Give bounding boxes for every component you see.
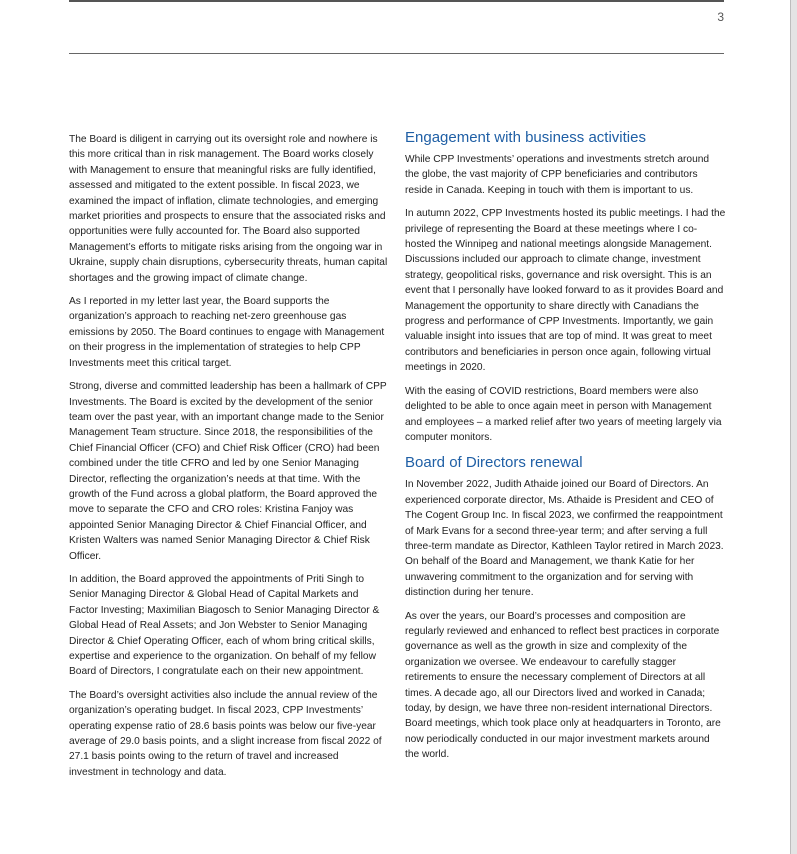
top-rule	[69, 0, 724, 2]
paragraph-net-zero: As I reported in my letter last year, the Board supports the organization’s approach to reaching net-zero greenhouse gas emissions by 2050. The Board continues to engage with Management on their progress in the implementation of strategies to help CPP Investments meet this critical target.	[69, 296, 385, 369]
paragraph-covid-easing: With the easing of COVID restrictions, Board members were also delighted to be able to once again meet in person with Management and employees – a marked relief after two years of meeting largely via computer monitors.	[405, 385, 722, 443]
paragraph-appointments: In addition, the Board approved the appointments of Priti Singh to Senior Managing Director & Global Head of Capital Markets and Factor Investing; Maximilian Biagosch to Senior Managing Director & Global Head of Real Assets; and Jon Webster to Senior Managing Director & Chief Operating Officer, each of whom bring critical skills, expertise and experience to the organization. On behalf of my fellow Board of Directors, I congratulate each on their new appointment.	[69, 573, 380, 678]
left-column	[69, 132, 389, 788]
paragraph-leadership: Strong, diverse and committed leadership has been a hallmark of CPP Investments. The Board is excited by the development of the senior team over the past year, with an important change made to the Senior Management Team structure. Since 2018, the responsibilities of the Chief Financial Officer (CFO) and Chief Risk Officer (CRO) had been combined under the title CFRO and led by one Senior Managing Director, reflecting the organization’s needs at that time. With the growth of the Fund across a global platform, the Board approved the move to separate the CFO and CRO roles: Kristina Fanjoy was appointed Senior Managing Director & Chief Financial Officer, and Kristen Walters was named Senior Managing Director & Chief Risk Officer.	[69, 381, 387, 562]
paragraph-governance: As over the years, our Board’s processes and composition are regularly reviewed and enhanced to reflect best practices in corporate governance as well as the growth in size and complexity of the organization we oversee. We endeavour to carefully stagger retirements to ensure the necessary complement of Directors at all times. A decade ago, all our Directors lived and worked in Canada; today, by design, we have three non-resident international Directors. Board meetings, which took place only at headquarters in Toronto, are now periodically conducted in our major investment markets around the world.	[405, 610, 721, 761]
right-column	[405, 128, 726, 771]
paragraph-new-director: In November 2022, Judith Athaide joined our Board of Directors. An experienced corporate director, Ms. Athaide is President and CEO of The Cogent Group Inc. In fiscal 2023, we confirmed the reappointment of Mark Evans for a second three-year term; and after serving a full three-term mandate as Director, Kathleen Taylor retired in March 2023. On behalf of the Board and Management, we thank Katie for her unwavering commitment to the organization and for serving with distinction during her tenure.	[405, 479, 724, 599]
paragraph-engagement-intro: While CPP Investments’ operations and investments stretch around the globe, the vast majority of CPP beneficiaries and contributors reside in Canada. Keeping in touch with them is important to us.	[405, 154, 710, 196]
page-edge	[791, 0, 797, 854]
heading-board-renewal: Board of Directors renewal	[405, 454, 583, 472]
paragraph-operating-budget: The Board’s oversight activities also include the annual review of the organization’s operating budget. In fiscal 2023, CPP Investments’ operating expense ratio of 28.6 basis points was below our five-year average of 29.0 basis points, and a slight increase from fiscal 2022 of 27.1 basis points owing to the return of travel and increased investment in technology and data.	[69, 689, 382, 778]
page-number: 3	[717, 10, 724, 24]
paragraph-public-meetings: In autumn 2022, CPP Investments hosted its public meetings. I had the privilege of representing the Board at these meetings where I co-hosted the Winnipeg and national meetings alongside Management. Discussions included our approach to climate change, investment strategy, geopolitical risks, governance and risk oversight. This is an event that I personally have looked forward to as it provides Board and Management the opportunity to share directly with Canadians the progress and performance of CPP Investments. Importantly, we gain valuable insight into issues that are top of mind. It was great to meet contributors and beneficiaries in person once again, following virtual meetings in 2020.	[405, 208, 726, 374]
header-divider	[69, 53, 724, 54]
heading-engagement: Engagement with business activities	[405, 129, 646, 146]
paragraph-risk-management: The Board is diligent in carrying out its oversight role and nowhere is this more critical than in risk management. The Board works closely with Management to ensure that meaningful risks are fully identified, assessed and mitigated to the extent possible. In fiscal 2023, we examined the impact of inflation, climate technologies, and emerging market priorities and prospects to ensure that the associated risks and opportunities were fully accounted for. The Board also supported Management’s efforts to mitigate risks arising from the ongoing war in Ukraine, supply chain disruptions, cybersecurity threats, human capital shortages and the growing impact of climate change.	[69, 134, 388, 284]
